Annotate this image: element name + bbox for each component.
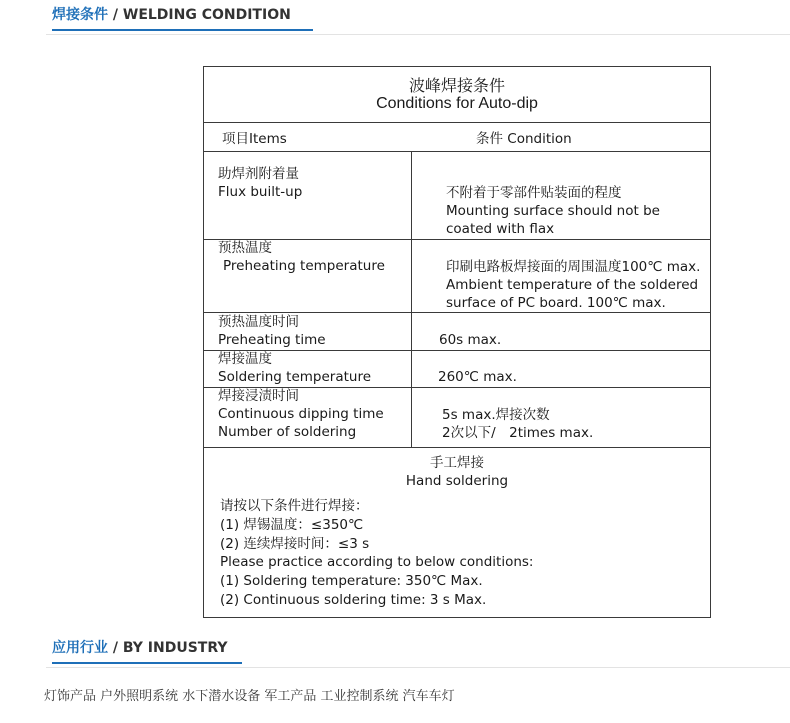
industry-heading <box>0 633 790 668</box>
condition-line: Mounting surface should not be <box>446 203 660 219</box>
industry-list: 灯饰产品 户外照明系统 水下潜水设备 军工产品 工业控制系统 汽车车灯 <box>44 689 455 704</box>
instruction-line: (1) 焊锡温度：≤350℃ <box>220 516 364 533</box>
condition-line: surface of PC board. 100℃ max. <box>446 295 666 311</box>
column-divider <box>411 151 412 447</box>
instruction-line: Please practice according to below conditions: <box>220 554 534 571</box>
section-title-cn: 焊接条件 <box>52 7 108 23</box>
hand-title-en: Hand soldering <box>405 473 509 489</box>
column-header-items: 项目Items <box>222 131 287 147</box>
item-cn: 焊接温度 <box>218 351 272 367</box>
hand-soldering-title <box>204 454 710 490</box>
table-row-condition <box>446 184 660 238</box>
item-en: Number of soldering <box>218 424 357 440</box>
section-title <box>52 637 242 664</box>
table-row-condition <box>442 406 593 442</box>
section-title-cn: 应用行业 <box>52 640 108 656</box>
hand-soldering-instructions <box>220 497 533 610</box>
table-row-condition <box>438 368 517 386</box>
table-row-item <box>218 350 371 386</box>
table-row-item <box>218 387 384 441</box>
section-title-en: BY INDUSTRY <box>122 640 228 656</box>
table-row-condition <box>446 258 700 312</box>
item-en: Soldering temperature <box>218 369 372 385</box>
instruction-line: (2) 连续焊接时间：≤3 s <box>220 535 370 552</box>
item-en: Flux built-up <box>218 184 303 200</box>
item-cn: 预热温度 <box>218 240 272 256</box>
item-cn: 预热温度时间 <box>218 314 299 330</box>
section-title-en: WELDING CONDITION <box>122 7 291 23</box>
column-header-condition: 条件 Condition <box>476 131 572 147</box>
heading-rule <box>46 667 790 668</box>
table-row-condition <box>439 331 501 349</box>
item-en: Continuous dipping time <box>218 406 384 422</box>
condition-line: 260℃ max. <box>438 369 517 385</box>
condition-line: 60s max. <box>439 332 502 348</box>
condition-line: 2次以下/ 2times max. <box>442 425 594 441</box>
table-divider <box>204 151 710 152</box>
section-title-separator: / <box>108 7 123 23</box>
section-title <box>52 4 313 31</box>
conditions-table <box>203 66 711 618</box>
welding-condition-heading <box>0 0 790 35</box>
table-divider <box>204 447 710 448</box>
item-en: Preheating temperature <box>223 258 385 274</box>
item-cn: 助焊剂附着量 <box>218 166 299 182</box>
table-title-cn: 波峰焊接条件 <box>408 76 505 95</box>
instruction-line: (1) Soldering temperature: 350℃ Max. <box>220 573 483 590</box>
condition-line: 不附着于零部件贴装面的程度 <box>446 185 622 201</box>
instruction-line: (2) Continuous soldering time: 3 s Max. <box>220 591 487 608</box>
instruction-line: 请按以下条件进行焊接： <box>220 498 369 514</box>
table-row-item <box>218 239 385 275</box>
item-cn: 焊接浸渍时间 <box>218 388 299 404</box>
condition-line: 5s max.焊接次数 <box>442 407 550 423</box>
item-en: Preheating time <box>218 332 326 348</box>
condition-line: Ambient temperature of the soldered <box>446 277 699 293</box>
heading-rule <box>46 34 790 35</box>
table-row-item <box>218 165 302 201</box>
condition-line: 印刷电路板焊接面的周围温度100℃ max. <box>446 259 701 275</box>
section-title-separator: / <box>108 640 123 656</box>
table-divider <box>204 122 710 123</box>
table-row-item <box>218 313 326 349</box>
condition-line: coated with flax <box>446 221 555 237</box>
table-title-en: Conditions for Auto-dip <box>376 95 538 112</box>
hand-title-cn: 手工焊接 <box>430 455 484 471</box>
